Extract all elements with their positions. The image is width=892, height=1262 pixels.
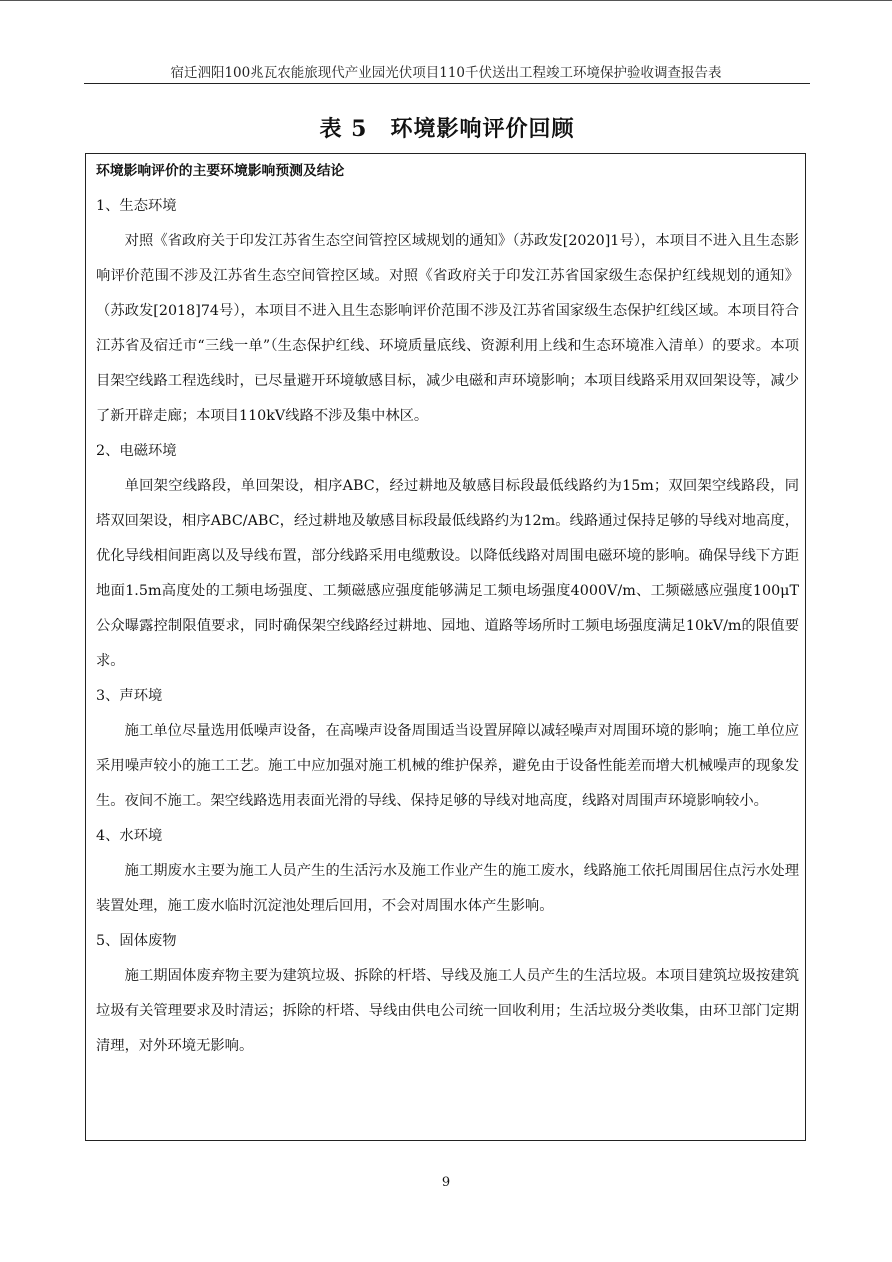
section-title-ecology: 1、生态环境 [96,198,177,214]
section-text-solid-waste: 施工期固体废弃物主要为建筑垃圾、拆除的杆塔、导线及施工人员产生的生活垃圾。本项目建筑垃圾按建筑垃圾有关管理要求及时清运；拆除的杆塔、导线由供电公司统一回收利用；生活垃圾分类收集，由环卫部门定期清理，对外环境无影响。 [96,968,799,1054]
section-text-water: 施工期废水主要为施工人员产生的生活污水及施工作业产生的施工废水，线路施工依托周围居住点污水处理装置处理，施工废水临时沉淀池处理后回用，不会对周围水体产生影响。 [96,863,799,914]
page-number: 9 [441,1175,451,1190]
section-title-water: 4、水环境 [96,828,163,844]
box-heading: 环境影响评价的主要环境影响预测及结论 [96,163,345,179]
table-title: 表 5 环境影响评价回顾 [319,116,575,142]
section-text-ecology: 对照《省政府关于印发江苏省生态空间管控区域规划的通知》（苏政发[2020]1号），本项目不进入且生态影响评价范围不涉及江苏省生态空间管控区域。对照《省政府关于印发江苏省国家级生态保护红线规划的通知》（苏政发[2018]74号），本项目不进入且生态影响评价范围不涉及江苏省国家级生态保护红线区域。本项目符合江苏省及宿迁市“三线一单”（生态保护红线、环境质量底线、资源利用上线和生态环境准入清单）的要求。本项目架空线路工程选线时，已尽量避开环境敏感目标，减少电磁和声环境影响；本项目线路采用双回架设等，减少了新开辟走廊；本项目110kV线路不涉及集中林区。 [96,233,799,424]
section-text-electromagnetic: 单回架空线路段，单回架设，相序ABC，经过耕地及敏感目标段最低线路约为15m；双回架空线路段，同塔双回架设，相序ABC/ABC，经过耕地及敏感目标段最低线路约为12m。线路通过保持足够的导线对地高度，优化导线相间距离以及导线布置，部分线路采用电缆敷设。以降低线路对周围电磁环境的影响。确保导线下方距地面1.5m高度处的工频电场强度、工频磁感应强度能够满足工频电场强度4000V/m、工频磁感应强度100μT公众曝露控制限值要求，同时确保架空线路经过耕地、园地、道路等场所时工频电场强度满足10kV/m的限值要求。 [96,478,799,669]
section-title-solid-waste: 5、固体废物 [96,933,177,949]
section-title-acoustic: 3、声环境 [96,688,163,704]
section-text-acoustic: 施工单位尽量选用低噪声设备，在高噪声设备周围适当设置屏障以减轻噪声对周围环境的影响；施工单位应采用噪声较小的施工工艺。施工中应加强对施工机械的维护保养，避免由于设备性能差而增大机械噪声的现象发生。夜间不施工。架空线路选用表面光滑的导线、保持足够的导线对地高度，线路对周围声环境影响较小。 [96,723,799,809]
section-title-electromagnetic: 2、电磁环境 [96,443,177,459]
running-header: 宿迁泗阳100兆瓦农能旅现代产业园光伏项目110千伏送出工程竣工环境保护验收调查报告表 [170,65,722,81]
content-body [96,154,799,1064]
top-border-rule [0,0,892,1]
header-divider [84,83,810,84]
content-table-cell [85,153,806,1141]
